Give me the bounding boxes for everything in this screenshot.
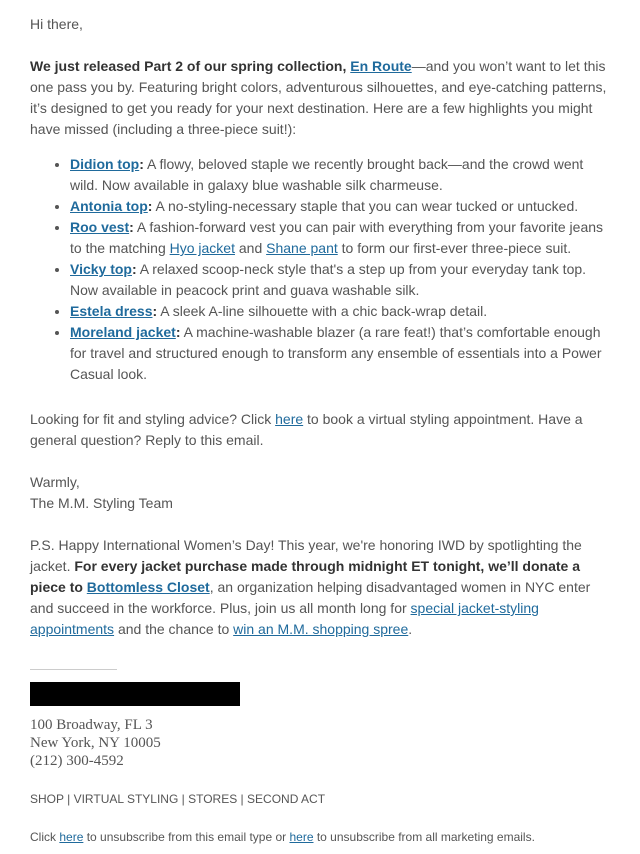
unsubscribe-all-link[interactable]: here: [289, 830, 314, 844]
product-link[interactable]: Antonia top: [70, 198, 148, 214]
address-city: New York, NY 10005: [30, 735, 161, 751]
list-item: • Didion top: A flowy, beloved staple we recently brought back—and the crowd went wild. Now available in galaxy blue washable silk charmeuse.: [70, 154, 610, 196]
greeting: Hi there,: [30, 16, 83, 32]
jacket-styling-appointments-link[interactable]: special jacket-styling appointments: [30, 600, 539, 637]
collection-link[interactable]: En Route: [350, 58, 412, 74]
list-item: • Estela dress: A sleek A-line silhouette with a chic back-wrap detail.: [70, 301, 610, 322]
product-link[interactable]: Moreland jacket: [70, 324, 176, 340]
unsubscribe-text: Click here to unsubscribe from this email type or here to unsubscribe from all marketing emails.: [30, 830, 535, 844]
footer-virtual-styling-link[interactable]: VIRTUAL STYLING: [73, 792, 179, 806]
intro-text: —and you won’t want to let this one pass you by. Featuring bright colors, adventurous silhouettes, and eye-catching patterns, it’s designed to get you ready for your next destination. Here are a few highlights you might have missed (including a three-piece suit!):: [30, 58, 607, 137]
address-phone: (212) 300-4592: [30, 753, 124, 769]
list-item: • Vicky top: A relaxed scoop-neck style that's a step up from your everyday tank top. Now available in peacock print and guava washable silk.: [70, 259, 610, 301]
ps-bold: For every jacket purchase made through midnight ET tonight, we’ll donate a piece to Bottomless Closet: [30, 558, 580, 595]
intro-paragraph: [30, 56, 610, 140]
address-block: [30, 716, 161, 770]
product-link[interactable]: Didion top: [70, 156, 140, 172]
product-link[interactable]: Vicky top: [70, 261, 132, 277]
footer-shop-link[interactable]: SHOP: [30, 792, 64, 806]
list-item: • Antonia top: A no-styling-necessary staple that you can wear tucked or untucked.: [70, 196, 610, 217]
product-link[interactable]: Roo vest: [70, 219, 130, 235]
shane-pant-link[interactable]: Shane pant: [266, 240, 338, 256]
signoff: [30, 472, 610, 514]
product-link[interactable]: Estela dress: [70, 303, 153, 319]
hyo-jacket-link[interactable]: Hyo jacket: [169, 240, 235, 256]
redacted-logo-block: [30, 682, 240, 706]
highlights-list: [30, 154, 610, 385]
footer-nav: SHOP | VIRTUAL STYLING | STORES | SECOND ACT: [30, 792, 326, 806]
email-body: [30, 14, 610, 640]
footer-stores-link[interactable]: STORES: [188, 792, 238, 806]
address-street: 100 Broadway, FL 3: [30, 717, 153, 733]
ps-paragraph: P.S. Happy International Women’s Day! This year, we're honoring IWD by spotlighting the jacket. For every jacket purchase made through midnight ET tonight, we’ll donate a piece to Bottomless Closet, an organization helping disadvantaged women in NYC enter and succeed in the workforce. Plus, join us all month long for special jacket-styling appointments and the chance to win an M.M. shopping spree.: [30, 537, 591, 637]
signoff-team: The M.M. Styling Team: [30, 495, 173, 511]
bottomless-closet-link[interactable]: Bottomless Closet: [86, 579, 210, 595]
styling-appointment-link[interactable]: here: [275, 411, 304, 427]
advice-paragraph: Looking for fit and styling advice? Click here to book a virtual styling appointment. Have a general question? Reply to this email.: [30, 411, 583, 448]
divider: [30, 669, 117, 670]
intro-bold-lead: We just released Part 2 of our spring collection, En Route: [30, 58, 412, 74]
signoff-line: Warmly,: [30, 474, 80, 490]
shopping-spree-link[interactable]: win an M.M. shopping spree: [233, 621, 409, 637]
unsubscribe-type-link[interactable]: here: [59, 830, 84, 844]
footer-second-act-link[interactable]: SECOND ACT: [247, 792, 326, 806]
list-item: • Roo vest: A fashion-forward vest you can pair with everything from your favorite jeans to the matching Hyo jacket and Shane pant to form our first-ever three-piece suit.: [70, 217, 610, 259]
list-item: • Moreland jacket: A machine-washable blazer (a rare feat!) that’s comfortable enough for travel and structured enough to transform any ensemble of essentials into a Power Casual look.: [70, 322, 610, 385]
